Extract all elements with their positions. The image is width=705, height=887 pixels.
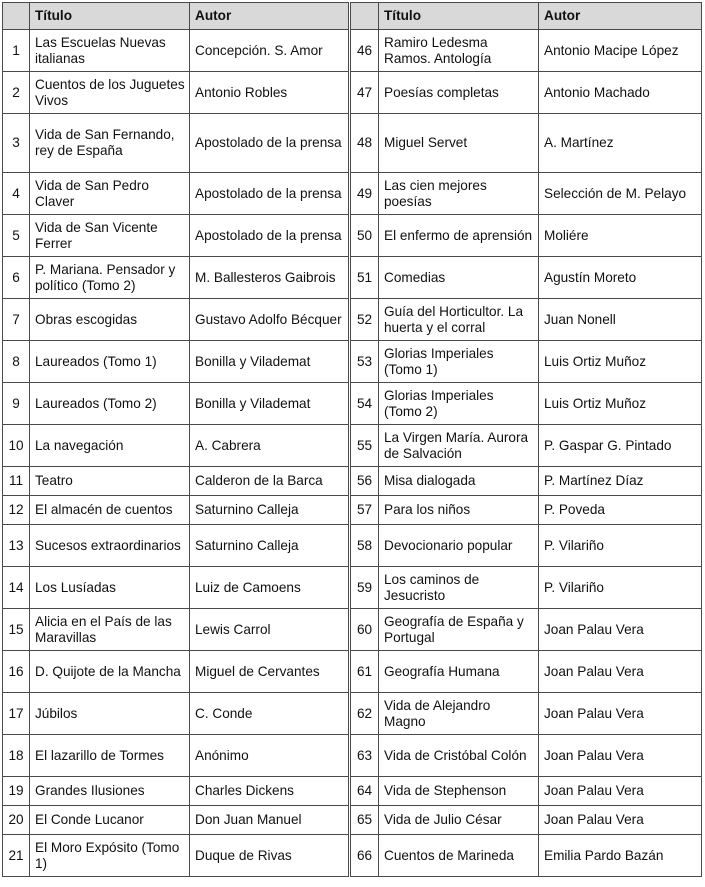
cell-author-left: Miguel de Cervantes: [190, 651, 350, 693]
cell-title-right: Comedias: [379, 257, 539, 299]
cell-number-right: 48: [350, 114, 379, 173]
cell-number-left: 9: [3, 383, 30, 425]
cell-title-right: Geografía de España y Portugal: [379, 609, 539, 651]
cell-number-left: 13: [3, 525, 30, 567]
cell-title-right: El enfermo de aprensión: [379, 215, 539, 257]
cell-author-left: Lewis Carrol: [190, 609, 350, 651]
cell-title-left: El lazarillo de Tormes: [30, 735, 190, 777]
cell-title-left: El Moro Expósito (Tomo 1): [30, 835, 190, 877]
cell-title-right: Geografía Humana: [379, 651, 539, 693]
header-title-right: Título: [379, 3, 539, 30]
cell-author-left: C. Conde: [190, 693, 350, 735]
cell-title-left: Vida de San Pedro Claver: [30, 173, 190, 215]
cell-number-right: 57: [350, 496, 379, 525]
cell-author-right: Moliére: [539, 215, 702, 257]
cell-author-right: Antonio Macipe López: [539, 30, 702, 72]
cell-number-left: 20: [3, 806, 30, 835]
cell-author-left: Bonilla y Vilademat: [190, 383, 350, 425]
cell-title-right: Devocionario popular: [379, 525, 539, 567]
cell-title-left: Las Escuelas Nuevas italianas: [30, 30, 190, 72]
cell-number-right: 46: [350, 30, 379, 72]
cell-author-left: Bonilla y Vilademat: [190, 341, 350, 383]
cell-title-left: La navegación: [30, 425, 190, 467]
cell-title-left: Teatro: [30, 467, 190, 496]
cell-author-left: Anónimo: [190, 735, 350, 777]
table-row: [3, 525, 702, 567]
cell-title-left: Vida de San Fernando, rey de España: [30, 114, 190, 173]
cell-number-right: 61: [350, 651, 379, 693]
cell-number-right: 60: [350, 609, 379, 651]
cell-number-left: 3: [3, 114, 30, 173]
cell-number-left: 7: [3, 299, 30, 341]
table-row: [3, 835, 702, 877]
cell-title-left: El almacén de cuentos: [30, 496, 190, 525]
cell-title-right: Poesías completas: [379, 72, 539, 114]
cell-author-left: Concepción. S. Amor: [190, 30, 350, 72]
cell-author-right: Juan Nonell: [539, 299, 702, 341]
cell-title-right: Los caminos de Jesucristo: [379, 567, 539, 609]
cell-title-left: Grandes Ilusiones: [30, 777, 190, 806]
cell-author-left: A. Cabrera: [190, 425, 350, 467]
cell-title-right: La Virgen María. Aurora de Salvación: [379, 425, 539, 467]
cell-author-right: A. Martínez: [539, 114, 702, 173]
cell-number-left: 6: [3, 257, 30, 299]
table-row: [3, 173, 702, 215]
cell-number-right: 47: [350, 72, 379, 114]
cell-author-right: P. Vilariño: [539, 567, 702, 609]
cell-number-right: 52: [350, 299, 379, 341]
cell-title-left: Alicia en el País de las Maravillas: [30, 609, 190, 651]
cell-author-right: P. Martínez Díaz: [539, 467, 702, 496]
cell-title-left: Vida de San Vicente Ferrer: [30, 215, 190, 257]
cell-number-right: 55: [350, 425, 379, 467]
cell-number-right: 63: [350, 735, 379, 777]
cell-number-right: 50: [350, 215, 379, 257]
cell-number-right: 66: [350, 835, 379, 877]
cell-author-right: P. Gaspar G. Pintado: [539, 425, 702, 467]
cell-number-right: 58: [350, 525, 379, 567]
cell-number-right: 59: [350, 567, 379, 609]
cell-author-left: Saturnino Calleja: [190, 525, 350, 567]
cell-title-right: Vida de Julio César: [379, 806, 539, 835]
cell-title-right: Guía del Horticultor. La huerta y el corral: [379, 299, 539, 341]
cell-title-right: Las cien mejores poesías: [379, 173, 539, 215]
cell-author-left: M. Ballesteros Gaibrois: [190, 257, 350, 299]
cell-author-right: Joan Palau Vera: [539, 806, 702, 835]
header-number-left: [3, 3, 30, 30]
cell-number-left: 14: [3, 567, 30, 609]
table-row: [3, 383, 702, 425]
table-row: [3, 215, 702, 257]
cell-title-right: Vida de Alejandro Magno: [379, 693, 539, 735]
table-row: [3, 257, 702, 299]
cell-author-right: Antonio Machado: [539, 72, 702, 114]
cell-number-left: 11: [3, 467, 30, 496]
cell-title-left: Los Lusíadas: [30, 567, 190, 609]
cell-number-left: 12: [3, 496, 30, 525]
table-row: [3, 806, 702, 835]
cell-author-right: Joan Palau Vera: [539, 777, 702, 806]
cell-title-left: D. Quijote de la Mancha: [30, 651, 190, 693]
cell-author-left: Saturnino Calleja: [190, 496, 350, 525]
cell-title-left: P. Mariana. Pensador y político (Tomo 2): [30, 257, 190, 299]
cell-number-left: 4: [3, 173, 30, 215]
cell-author-right: P. Poveda: [539, 496, 702, 525]
cell-number-right: 65: [350, 806, 379, 835]
cell-author-right: P. Vilariño: [539, 525, 702, 567]
table-row: [3, 777, 702, 806]
cell-number-left: 15: [3, 609, 30, 651]
book-catalog-table: [2, 2, 702, 877]
table-row: [3, 114, 702, 173]
cell-title-right: Para los niños: [379, 496, 539, 525]
table-row: [3, 467, 702, 496]
cell-author-right: Joan Palau Vera: [539, 651, 702, 693]
cell-number-left: 21: [3, 835, 30, 877]
cell-number-left: 16: [3, 651, 30, 693]
cell-author-left: Charles Dickens: [190, 777, 350, 806]
cell-title-left: El Conde Lucanor: [30, 806, 190, 835]
cell-title-left: Obras escogidas: [30, 299, 190, 341]
cell-author-right: Joan Palau Vera: [539, 609, 702, 651]
header-author-left: Autor: [190, 3, 350, 30]
cell-author-right: Emilia Pardo Bazán: [539, 835, 702, 877]
table-row: [3, 567, 702, 609]
header-title-left: Título: [30, 3, 190, 30]
table-row: [3, 609, 702, 651]
cell-author-right: Luis Ortiz Muñoz: [539, 383, 702, 425]
cell-title-left: Cuentos de los Juguetes Vivos: [30, 72, 190, 114]
cell-number-right: 51: [350, 257, 379, 299]
cell-number-right: 49: [350, 173, 379, 215]
cell-number-right: 64: [350, 777, 379, 806]
cell-number-right: 53: [350, 341, 379, 383]
cell-number-right: 56: [350, 467, 379, 496]
cell-author-right: Agustín Moreto: [539, 257, 702, 299]
cell-author-left: Apostolado de la prensa: [190, 114, 350, 173]
cell-number-left: 5: [3, 215, 30, 257]
cell-author-left: Gustavo Adolfo Bécquer: [190, 299, 350, 341]
table-row: [3, 299, 702, 341]
cell-number-left: 1: [3, 30, 30, 72]
cell-title-right: Cuentos de Marineda: [379, 835, 539, 877]
cell-title-right: Ramiro Ledesma Ramos. Antología: [379, 30, 539, 72]
cell-number-right: 62: [350, 693, 379, 735]
cell-title-left: Laureados (Tomo 2): [30, 383, 190, 425]
cell-author-left: Duque de Rivas: [190, 835, 350, 877]
header-author-right: Autor: [539, 3, 702, 30]
cell-number-left: 10: [3, 425, 30, 467]
cell-author-right: Joan Palau Vera: [539, 735, 702, 777]
cell-author-left: Antonio Robles: [190, 72, 350, 114]
cell-author-left: Don Juan Manuel: [190, 806, 350, 835]
cell-title-left: Júbilos: [30, 693, 190, 735]
cell-title-right: Glorias Imperiales (Tomo 2): [379, 383, 539, 425]
cell-title-left: Sucesos extraordinarios: [30, 525, 190, 567]
table-row: [3, 72, 702, 114]
cell-title-right: Glorias Imperiales (Tomo 1): [379, 341, 539, 383]
table-row: [3, 735, 702, 777]
cell-number-left: 19: [3, 777, 30, 806]
header-number-right: [350, 3, 379, 30]
cell-number-left: 8: [3, 341, 30, 383]
table-row: [3, 693, 702, 735]
cell-number-left: 2: [3, 72, 30, 114]
cell-title-right: Misa dialogada: [379, 467, 539, 496]
cell-author-left: Luiz de Camoens: [190, 567, 350, 609]
cell-author-left: Apostolado de la prensa: [190, 215, 350, 257]
cell-number-right: 54: [350, 383, 379, 425]
table-row: [3, 341, 702, 383]
cell-title-right: Miguel Servet: [379, 114, 539, 173]
table-row: [3, 496, 702, 525]
table-row: [3, 651, 702, 693]
table-body: [3, 30, 702, 877]
table-row: [3, 30, 702, 72]
cell-author-right: Selección de M. Pelayo: [539, 173, 702, 215]
cell-author-right: Joan Palau Vera: [539, 693, 702, 735]
cell-title-left: Laureados (Tomo 1): [30, 341, 190, 383]
cell-number-left: 17: [3, 693, 30, 735]
table-header: [3, 3, 702, 30]
cell-author-right: Luis Ortiz Muñoz: [539, 341, 702, 383]
cell-number-left: 18: [3, 735, 30, 777]
table-row: [3, 425, 702, 467]
cell-author-left: Calderon de la Barca: [190, 467, 350, 496]
cell-author-left: Apostolado de la prensa: [190, 173, 350, 215]
cell-title-right: Vida de Stephenson: [379, 777, 539, 806]
cell-title-right: Vida de Cristóbal Colón: [379, 735, 539, 777]
